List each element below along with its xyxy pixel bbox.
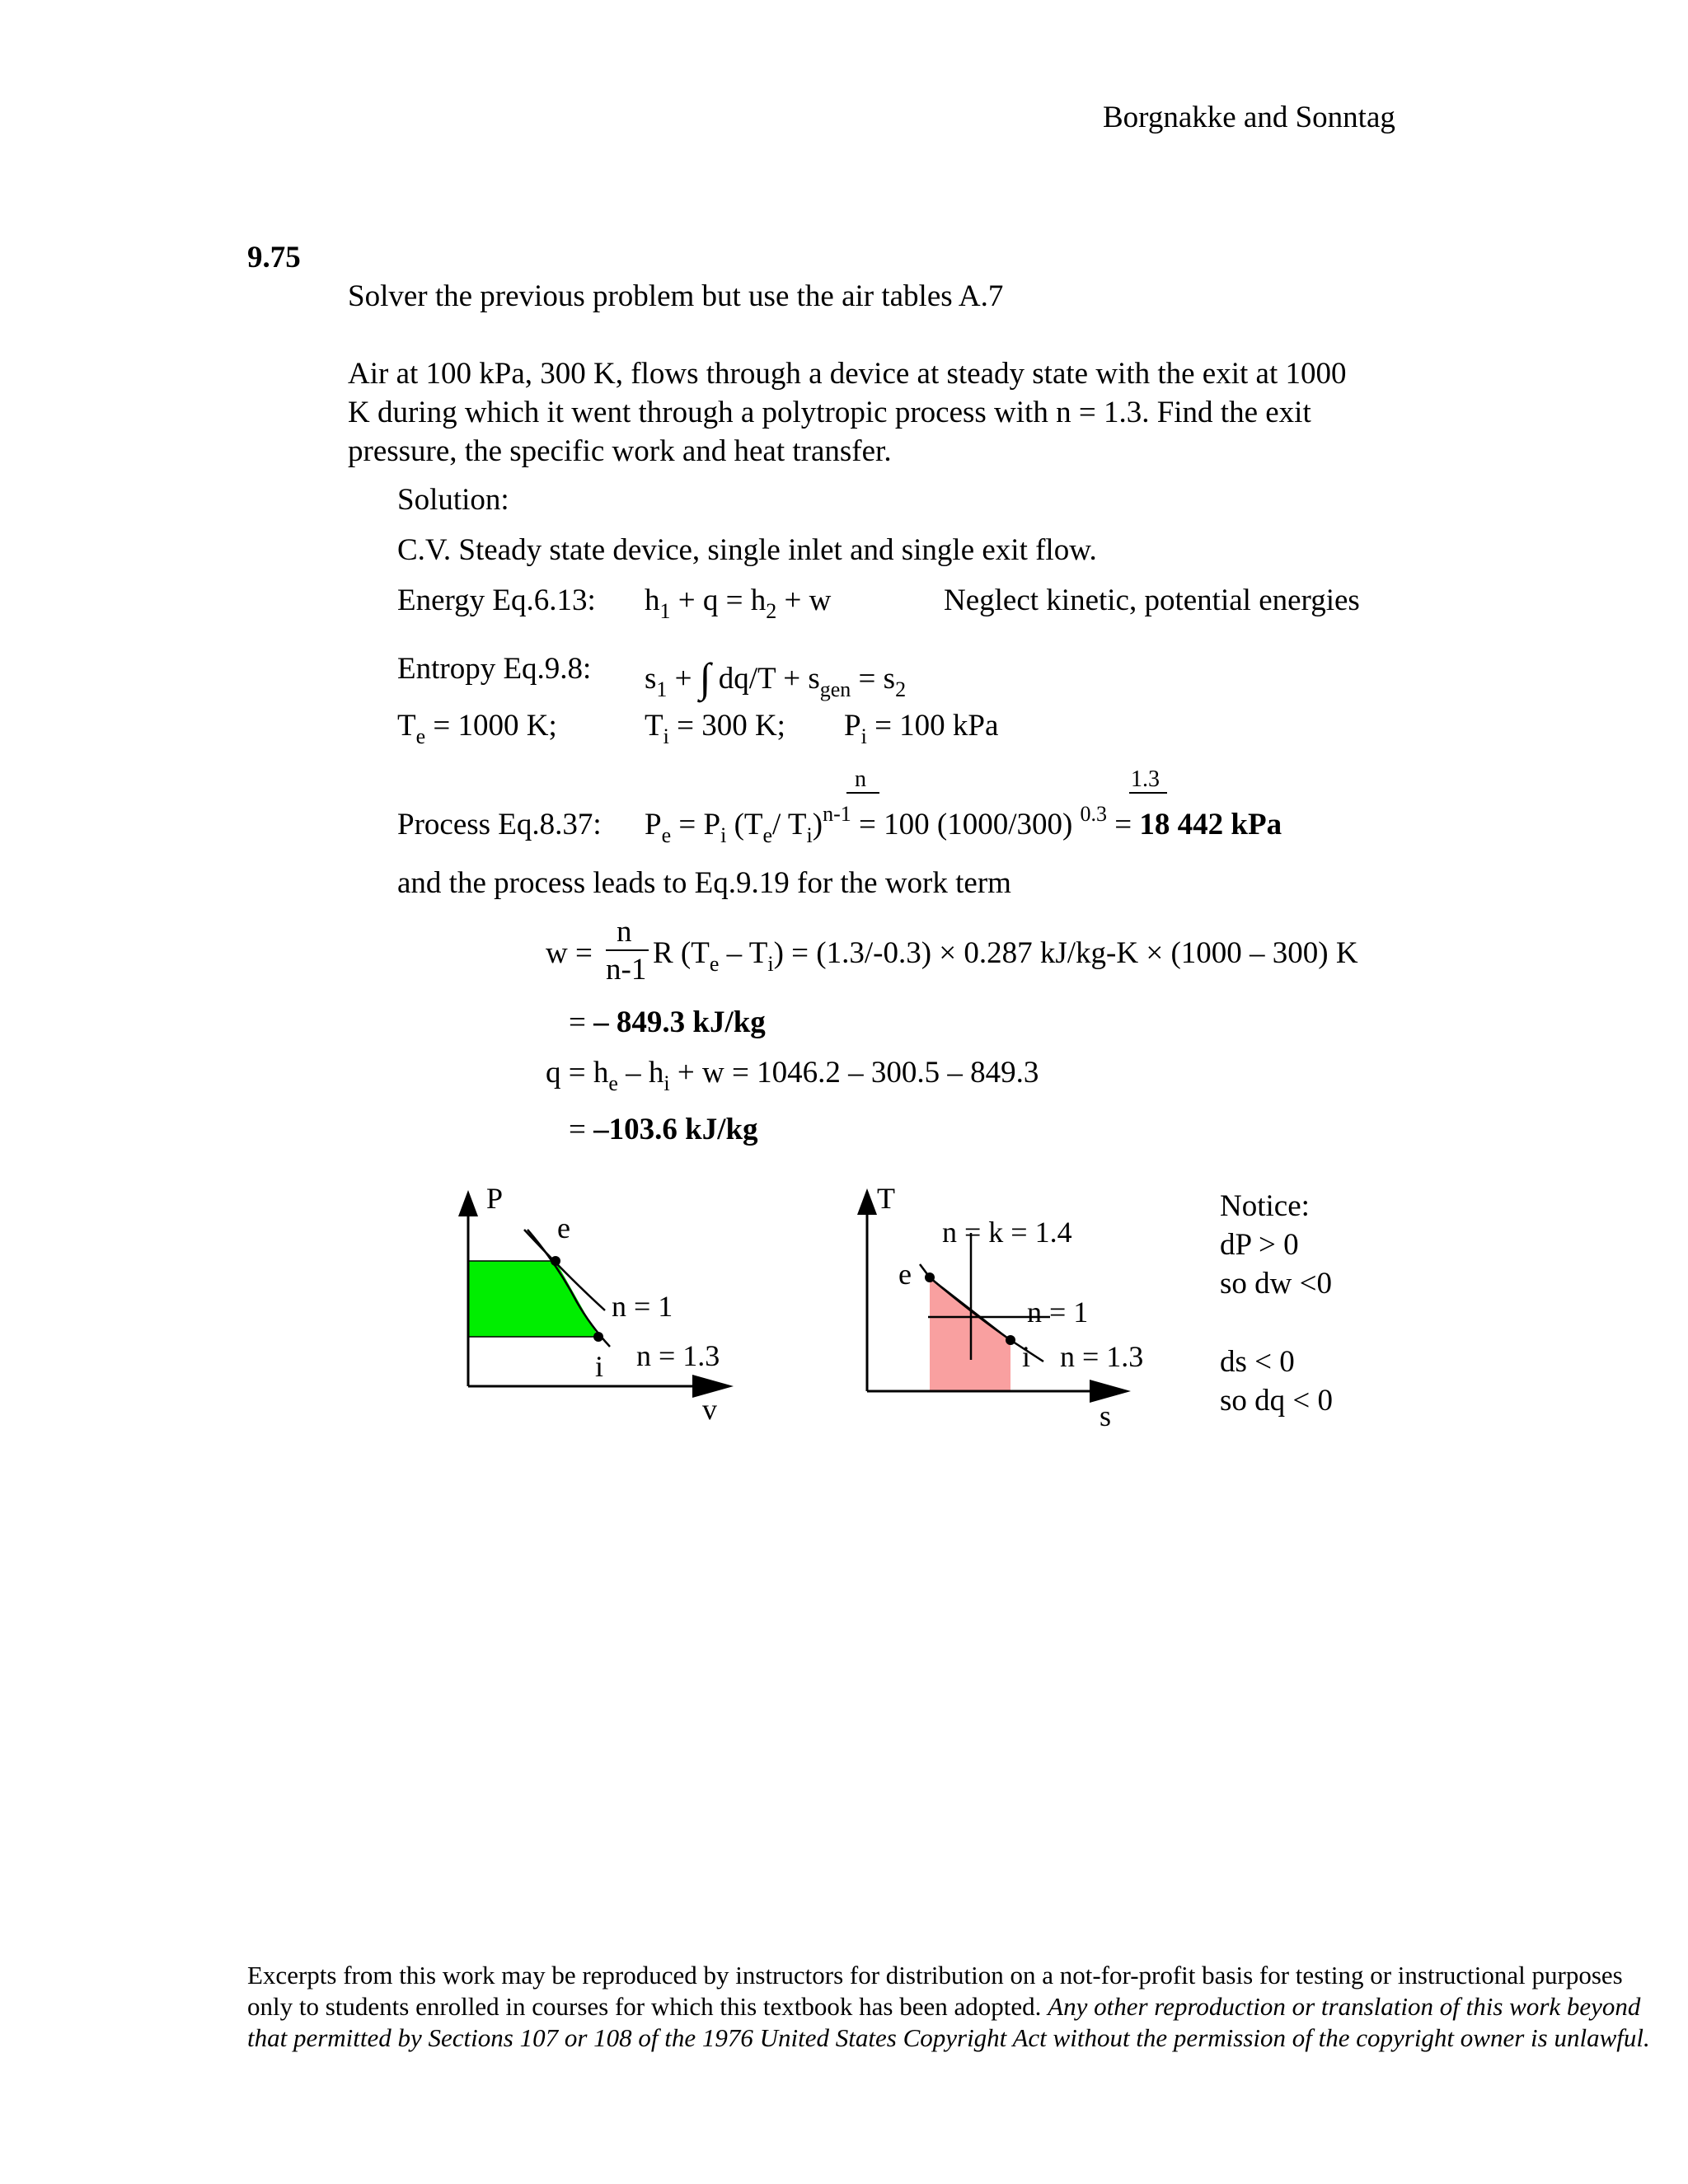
given-te: $T_e = 1000$ K; — [397, 709, 557, 748]
ts-n1-label: n = 1 — [1027, 1296, 1089, 1329]
work-fraction-numerator: n — [617, 915, 632, 949]
given-ti: $T_i = 300$ K; — [645, 709, 785, 748]
notice-dw: so dw <0 — [1220, 1267, 1332, 1301]
heat-equation: $q = h_e - h_i + w = 1046.2 - 300.5 - 849.3$ — [546, 1056, 1039, 1095]
ts-nk-label: n = k = 1.4 — [942, 1216, 1072, 1249]
ts-t-label: T — [877, 1182, 895, 1215]
entropy-label: Entropy Eq.9.8: — [397, 652, 592, 686]
statement-line-3: pressure, the specific work and heat transfer. — [348, 434, 892, 468]
pv-work-area — [468, 1261, 598, 1337]
ts-diagram — [849, 1179, 1195, 1442]
pv-p-label: P — [486, 1182, 504, 1215]
copyright-footer: Excerpts from this work may be reproduced by instructors for distribution on a not-for-profit basis for testing or instructional purposes only to students enrolled in courses for which this textbook has been adopted. Any other reproduction or translation of this work beyond that permitted by Sections 107 or 108 of the 1976 United States Copyright Act without the permission of the copyright owner is unlawful. — [247, 1961, 1650, 2052]
notice-dp: dP > 0 — [1220, 1228, 1299, 1262]
energy-note: Neglect kinetic, potential energies — [944, 583, 1360, 617]
heat-result: = –103.6 kJ/kg — [569, 1113, 758, 1146]
ts-i-label: i — [1022, 1340, 1031, 1373]
process-label: Process Eq.8.37: — [397, 808, 602, 841]
pv-e-label: e — [557, 1212, 570, 1244]
problem-number: 9.75 — [247, 241, 301, 274]
work-symbol: w = — [546, 936, 593, 970]
work-equation: R $(T_e - T_i) = (1.3/-0.3) \times 0.287$ kJ/kg-K × (1000 – 300) K — [653, 936, 1358, 976]
solution-label: Solution: — [397, 483, 509, 517]
ts-s-label: s — [1100, 1399, 1112, 1432]
notice-title: Notice: — [1220, 1189, 1310, 1223]
ts-state-i-point — [1006, 1335, 1015, 1345]
notice-ds: ds < 0 — [1220, 1345, 1295, 1379]
pv-state-e-point — [551, 1256, 560, 1266]
given-pi: $P_i = 100$ kPa — [844, 709, 999, 748]
lead-in-text: and the process leads to Eq.9.19 for the work term — [397, 866, 1011, 900]
pv-n13-label: n = 1.3 — [636, 1339, 720, 1372]
ts-n13-label: n = 1.3 — [1060, 1340, 1144, 1373]
notice-dq: so dq < 0 — [1220, 1384, 1334, 1418]
energy-label: Energy Eq.6.13: — [397, 583, 596, 617]
work-fraction-bar — [606, 949, 649, 951]
ts-state-e-point — [925, 1272, 935, 1282]
statement-line-2: K during which it went through a polytropic process with n = 1.3. Find the exit — [348, 396, 1311, 429]
ts-e-label: e — [898, 1258, 912, 1291]
exponent2-numerator: 1.3 — [1131, 766, 1160, 792]
pv-state-i-point — [593, 1332, 603, 1342]
exponent2-fraction-bar — [1129, 792, 1167, 794]
work-result: = – 849.3 kJ/kg — [569, 1005, 766, 1039]
entropy-equation: $s_1$ + ∫ $dq/T + s_{gen} = s_2$ — [645, 654, 907, 701]
ts-t-arrowhead — [857, 1188, 877, 1215]
process-equation: $P_e = P_i$ ($T_e/$ $T_i)^{n-1} = 100$ (1000/300) $^{0.3}$ = 18 442 kPa — [645, 802, 1282, 847]
pv-n1-label: n = 1 — [612, 1290, 673, 1323]
pv-p-arrowhead — [458, 1190, 478, 1216]
work-fraction-denominator: n-1 — [606, 953, 647, 987]
problem-intro: Solver the previous problem but use the air tables A.7 — [348, 279, 1004, 313]
pv-diagram — [445, 1179, 758, 1442]
control-volume-line: C.V. Steady state device, single inlet and single exit flow. — [397, 533, 1097, 567]
pv-v-label: v — [702, 1393, 717, 1426]
header-authors: Borgnakke and Sonntag — [1103, 101, 1395, 134]
exponent-fraction-bar — [846, 792, 879, 794]
energy-equation: $h_1 + q = h_2 + w$ — [645, 583, 832, 623]
pv-i-label: i — [595, 1350, 604, 1383]
statement-line-1: Air at 100 kPa, 300 K, flows through a device at steady state with the exit at 1000 — [348, 357, 1347, 391]
exponent-numerator: n — [855, 766, 866, 792]
